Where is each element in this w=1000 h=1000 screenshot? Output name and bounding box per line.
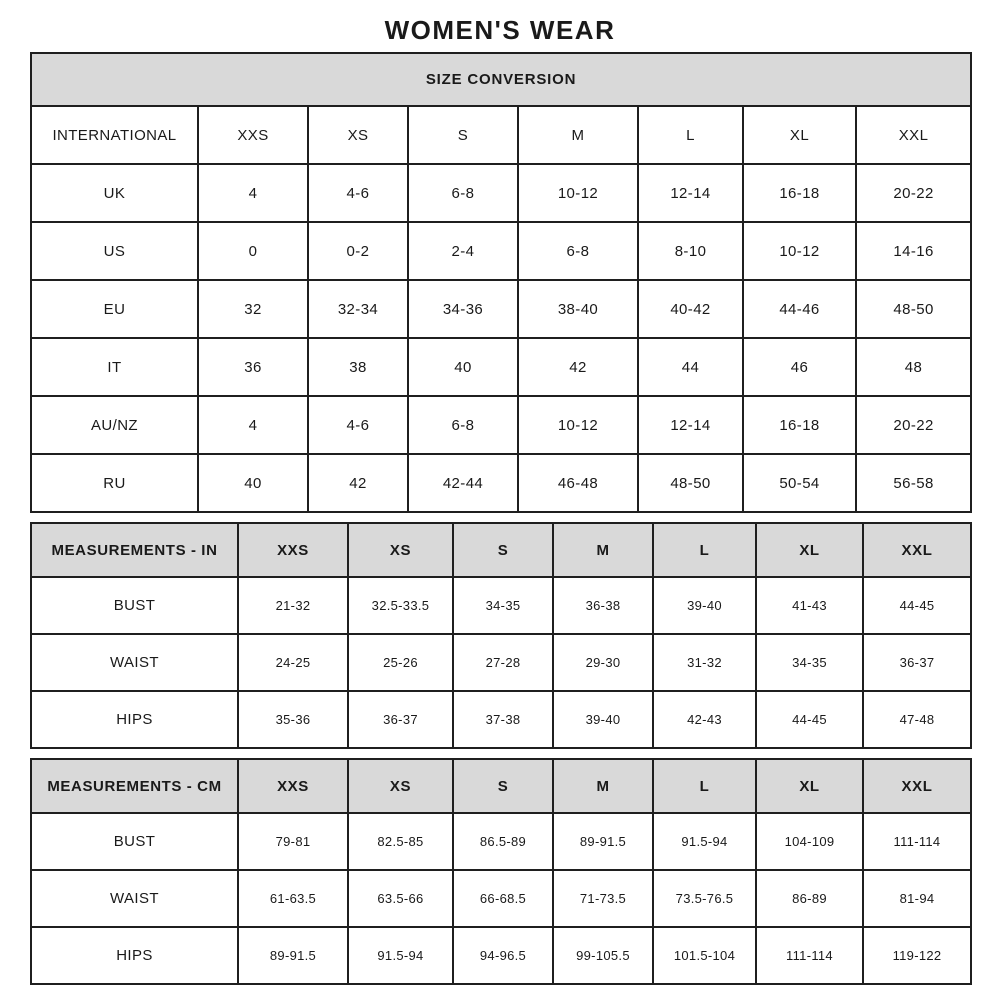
value-cell: 32 bbox=[198, 280, 308, 338]
value-cell: 10-12 bbox=[518, 396, 638, 454]
value-cell: 79-81 bbox=[238, 813, 348, 870]
page-title: WOMEN'S WEAR bbox=[384, 15, 616, 45]
value-cell: 4 bbox=[198, 164, 308, 222]
value-cell: 25-26 bbox=[348, 634, 453, 691]
header-row bbox=[31, 523, 971, 577]
value-cell: 48-50 bbox=[856, 280, 971, 338]
value-cell: 44-45 bbox=[756, 691, 863, 748]
value-cell: 16-18 bbox=[743, 396, 856, 454]
value-cell: 101.5-104 bbox=[653, 927, 756, 984]
value-cell: 73.5-76.5 bbox=[653, 870, 756, 927]
header-label-cell: INTERNATIONAL bbox=[31, 106, 198, 164]
value-cell: 27-28 bbox=[453, 634, 553, 691]
value-cell: 94-96.5 bbox=[453, 927, 553, 984]
value-cell: 42-43 bbox=[653, 691, 756, 748]
size-header-cell-xl: XL bbox=[743, 106, 856, 164]
value-cell: 31-32 bbox=[653, 634, 756, 691]
value-cell: 36-38 bbox=[553, 577, 653, 634]
value-cell: 91.5-94 bbox=[348, 927, 453, 984]
row-label-cell: US bbox=[31, 222, 198, 280]
table-row-us bbox=[31, 222, 971, 280]
size-header-cell-xs: XS bbox=[348, 759, 453, 813]
table-row-bust bbox=[31, 577, 971, 634]
value-cell: 10-12 bbox=[518, 164, 638, 222]
value-cell: 4-6 bbox=[308, 396, 408, 454]
table-row-au-nz bbox=[31, 396, 971, 454]
value-cell: 46 bbox=[743, 338, 856, 396]
value-cell: 6-8 bbox=[408, 396, 518, 454]
value-cell: 47-48 bbox=[863, 691, 971, 748]
table-row-hips bbox=[31, 927, 971, 984]
size-header-cell-m: M bbox=[553, 759, 653, 813]
size-header-cell-xs: XS bbox=[348, 523, 453, 577]
value-cell: 56-58 bbox=[856, 454, 971, 512]
value-cell: 89-91.5 bbox=[238, 927, 348, 984]
size-header-cell-xxl: XXL bbox=[863, 759, 971, 813]
row-label-cell: UK bbox=[31, 164, 198, 222]
row-label-cell: BUST bbox=[31, 577, 238, 634]
value-cell: 48-50 bbox=[638, 454, 743, 512]
size-header-cell-l: L bbox=[653, 523, 756, 577]
value-cell: 91.5-94 bbox=[653, 813, 756, 870]
value-cell: 104-109 bbox=[756, 813, 863, 870]
value-cell: 40-42 bbox=[638, 280, 743, 338]
value-cell: 20-22 bbox=[856, 396, 971, 454]
table-row-uk bbox=[31, 164, 971, 222]
header-row bbox=[31, 106, 971, 164]
value-cell: 111-114 bbox=[756, 927, 863, 984]
value-cell: 35-36 bbox=[238, 691, 348, 748]
row-label-cell: AU/NZ bbox=[31, 396, 198, 454]
size-conversion-title-row bbox=[31, 53, 971, 106]
size-header-cell-xl: XL bbox=[756, 759, 863, 813]
table-row-ru bbox=[31, 454, 971, 512]
size-header-cell-xxs: XXS bbox=[198, 106, 308, 164]
value-cell: 6-8 bbox=[518, 222, 638, 280]
measurements-in-table bbox=[30, 522, 972, 749]
value-cell: 29-30 bbox=[553, 634, 653, 691]
size-conversion-table bbox=[30, 52, 972, 513]
value-cell: 42-44 bbox=[408, 454, 518, 512]
size-header-cell-s: S bbox=[408, 106, 518, 164]
value-cell: 42 bbox=[308, 454, 408, 512]
value-cell: 0-2 bbox=[308, 222, 408, 280]
value-cell: 99-105.5 bbox=[553, 927, 653, 984]
row-label-cell: WAIST bbox=[31, 870, 238, 927]
row-label-cell: IT bbox=[31, 338, 198, 396]
size-header-cell-l: L bbox=[638, 106, 743, 164]
size-header-cell-xl: XL bbox=[756, 523, 863, 577]
value-cell: 24-25 bbox=[238, 634, 348, 691]
value-cell: 4 bbox=[198, 396, 308, 454]
value-cell: 34-36 bbox=[408, 280, 518, 338]
header-label-cell: MEASUREMENTS - CM bbox=[31, 759, 238, 813]
value-cell: 86-89 bbox=[756, 870, 863, 927]
value-cell: 71-73.5 bbox=[553, 870, 653, 927]
value-cell: 10-12 bbox=[743, 222, 856, 280]
size-conversion-title: SIZE CONVERSION bbox=[31, 53, 971, 106]
value-cell: 16-18 bbox=[743, 164, 856, 222]
value-cell: 4-6 bbox=[308, 164, 408, 222]
value-cell: 36-37 bbox=[348, 691, 453, 748]
table-row-it bbox=[31, 338, 971, 396]
value-cell: 119-122 bbox=[863, 927, 971, 984]
header-label-cell: MEASUREMENTS - IN bbox=[31, 523, 238, 577]
row-label-cell: WAIST bbox=[31, 634, 238, 691]
value-cell: 0 bbox=[198, 222, 308, 280]
value-cell: 44-45 bbox=[863, 577, 971, 634]
value-cell: 44-46 bbox=[743, 280, 856, 338]
value-cell: 44 bbox=[638, 338, 743, 396]
value-cell: 2-4 bbox=[408, 222, 518, 280]
value-cell: 81-94 bbox=[863, 870, 971, 927]
size-header-cell-m: M bbox=[553, 523, 653, 577]
value-cell: 38 bbox=[308, 338, 408, 396]
value-cell: 41-43 bbox=[756, 577, 863, 634]
measurements-cm-table bbox=[30, 758, 972, 985]
size-header-cell-s: S bbox=[453, 523, 553, 577]
value-cell: 86.5-89 bbox=[453, 813, 553, 870]
row-label-cell: HIPS bbox=[31, 927, 238, 984]
value-cell: 21-32 bbox=[238, 577, 348, 634]
value-cell: 34-35 bbox=[453, 577, 553, 634]
value-cell: 66-68.5 bbox=[453, 870, 553, 927]
value-cell: 12-14 bbox=[638, 164, 743, 222]
value-cell: 89-91.5 bbox=[553, 813, 653, 870]
row-label-cell: HIPS bbox=[31, 691, 238, 748]
size-header-cell-xxl: XXL bbox=[856, 106, 971, 164]
header-row bbox=[31, 759, 971, 813]
value-cell: 40 bbox=[198, 454, 308, 512]
table-row-bust bbox=[31, 813, 971, 870]
value-cell: 8-10 bbox=[638, 222, 743, 280]
value-cell: 20-22 bbox=[856, 164, 971, 222]
size-header-cell-s: S bbox=[453, 759, 553, 813]
size-header-cell-m: M bbox=[518, 106, 638, 164]
value-cell: 46-48 bbox=[518, 454, 638, 512]
value-cell: 37-38 bbox=[453, 691, 553, 748]
table-row-hips bbox=[31, 691, 971, 748]
value-cell: 32.5-33.5 bbox=[348, 577, 453, 634]
size-header-cell-xxs: XXS bbox=[238, 759, 348, 813]
value-cell: 82.5-85 bbox=[348, 813, 453, 870]
value-cell: 39-40 bbox=[653, 577, 756, 634]
value-cell: 42 bbox=[518, 338, 638, 396]
size-header-cell-xs: XS bbox=[308, 106, 408, 164]
row-label-cell: EU bbox=[31, 280, 198, 338]
size-header-cell-xxs: XXS bbox=[238, 523, 348, 577]
table-row-waist bbox=[31, 870, 971, 927]
row-label-cell: RU bbox=[31, 454, 198, 512]
value-cell: 32-34 bbox=[308, 280, 408, 338]
value-cell: 40 bbox=[408, 338, 518, 396]
value-cell: 50-54 bbox=[743, 454, 856, 512]
size-header-cell-l: L bbox=[653, 759, 756, 813]
value-cell: 48 bbox=[856, 338, 971, 396]
value-cell: 61-63.5 bbox=[238, 870, 348, 927]
table-row-waist bbox=[31, 634, 971, 691]
value-cell: 111-114 bbox=[863, 813, 971, 870]
value-cell: 39-40 bbox=[553, 691, 653, 748]
value-cell: 36 bbox=[198, 338, 308, 396]
value-cell: 6-8 bbox=[408, 164, 518, 222]
row-label-cell: BUST bbox=[31, 813, 238, 870]
value-cell: 38-40 bbox=[518, 280, 638, 338]
value-cell: 12-14 bbox=[638, 396, 743, 454]
table-row-eu bbox=[31, 280, 971, 338]
value-cell: 34-35 bbox=[756, 634, 863, 691]
value-cell: 36-37 bbox=[863, 634, 971, 691]
value-cell: 14-16 bbox=[856, 222, 971, 280]
size-header-cell-xxl: XXL bbox=[863, 523, 971, 577]
value-cell: 63.5-66 bbox=[348, 870, 453, 927]
